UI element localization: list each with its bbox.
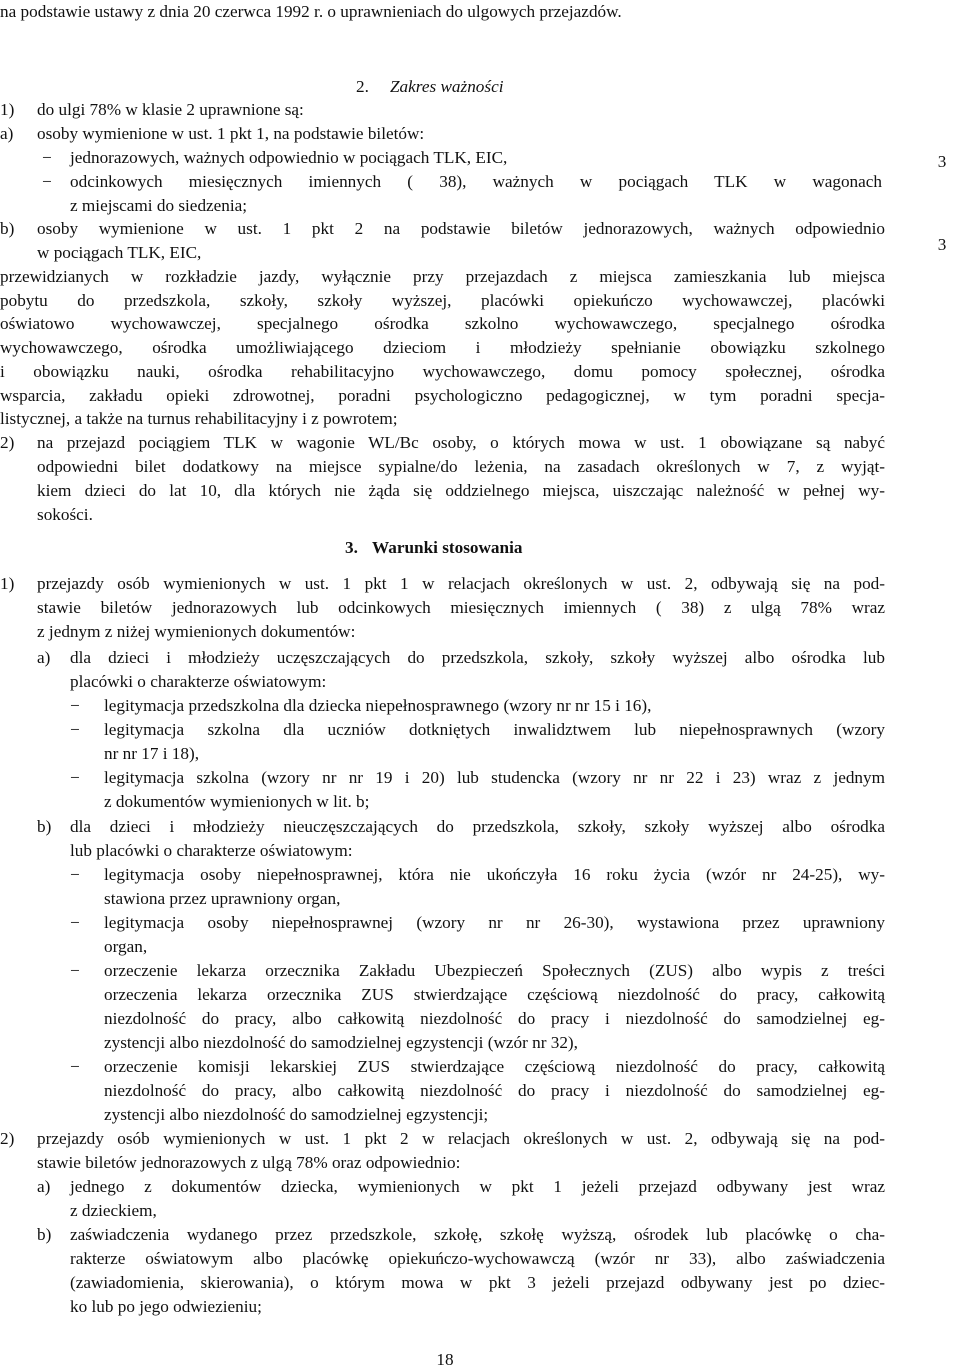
s2-b-line2: w pociągach TLK, EIC, <box>37 243 202 262</box>
dash-bullet: − <box>70 961 80 980</box>
s3-b-line1: dla dzieci i młodzieży nieuczęszczających do przedszkola, szkoły, szkoły wyższej albo ośrodka <box>70 817 885 836</box>
s3-p1-line1: przejazdy osób wymienionych w ust. 1 pkt 1 w relacjach określonych w ust. 2, odbywają się na pod- <box>37 574 885 593</box>
s3-p2-line1: przejazdy osób wymienionych w ust. 1 pkt 2 w relacjach określonych w ust. 2, odbywają się na pod- <box>37 1129 885 1148</box>
dash-bullet: − <box>42 148 52 167</box>
s2-p2-label: 2) <box>0 433 15 452</box>
dash-bullet: − <box>70 913 80 932</box>
header-line: na podstawie ustawy z dnia 20 czerwca 1992 r. o uprawnieniach do ulgowych przejazdów. <box>0 2 622 21</box>
dash-bullet: − <box>70 720 80 739</box>
section-3-title: Warunki stosowania <box>372 538 523 557</box>
s3-p2b-line2: rakterze oświatowym albo placówkę opiekuńczo-wychowawczą (wzór nr 33), albo zaświadczenia <box>70 1249 885 1268</box>
s3-a-line1: dla dzieci i młodzieży uczęszczających do przedszkola, szkoły, szkoły wyższej albo ośrodka lub <box>70 648 885 667</box>
s2-p2-line4: sokości. <box>37 505 93 524</box>
s3-b-line2: lub placówki o charakterze oświatowym: <box>70 841 353 860</box>
s2-cont-line7: listycznej, a także na turnus rehabilitacyjny i z powrotem; <box>0 409 398 428</box>
s3-a-label: a) <box>37 648 51 667</box>
dash-bullet: − <box>70 696 80 715</box>
s3-p2b-label: b) <box>37 1225 52 1244</box>
s3-a-dash3-line2: z dokumentów wymienionych w lit. b; <box>104 792 370 811</box>
s3-p2-label: 2) <box>0 1129 15 1148</box>
s3-p2b-line3: (zawiadomienia, skierowania), o którym mowa w pkt 3 jeżeli przejazd odbywany jest po dziec- <box>70 1273 885 1292</box>
s3-b-dash4-line1: orzeczenie komisji lekarskiej ZUS stwierdzające częściową niezdolność do pracy, całkowitą <box>104 1057 885 1076</box>
s2-cont-line1: przewidzianych w rozkładzie jazdy, wyłącznie przy przejazdach z miejsca zamieszkania lub miejsca <box>0 267 885 286</box>
s3-p2a-label: a) <box>37 1177 51 1196</box>
s3-a-dash3-line1: legitymacja szkolna (wzory nr nr 19 i 20) lub studencka (wzory nr nr 22 i 23) wraz z jednym <box>104 768 885 787</box>
s3-b-dash1-line2: stawiona przez uprawniony organ, <box>104 889 341 908</box>
s2-p1-label: 1) <box>0 100 15 119</box>
dash-bullet: − <box>70 1057 80 1076</box>
s2-cont-line3: oświatowo wychowawczej, specjalnego ośrodka szkolno wychowawczego, specjalnego ośrodka <box>0 314 885 333</box>
s2-cont-line2: pobytu do przedszkola, szkoły, szkoły wyższej, placówki opiekuńczo wychowawczej, placówki <box>0 291 885 310</box>
s2-p2-line3: kiem dzieci do lat 10, dla których nie żąda się oddzielnego miejsca, uiszczając należność w pełnej wy- <box>37 481 885 500</box>
s2-a-label: a) <box>0 124 14 143</box>
s2-b-label: b) <box>0 219 15 238</box>
dash-bullet: − <box>42 172 52 191</box>
s3-b-dash4-line2: niezdolność do pracy, albo całkowitą niezdolność do pracy i niezdolność do samodzielnej eg- <box>104 1081 885 1100</box>
s2-p2-line2: odpowiedni bilet dodatkowy na miejsce sypialne/do leżenia, na zasadach określonych w 7, z wyjąt- <box>37 457 885 476</box>
s3-p1-line2: stawie biletów jednorazowych lub odcinkowych miesięcznych imiennych ( 38) z ulgą 78% wraz <box>37 598 885 617</box>
s3-b-label: b) <box>37 817 52 836</box>
section-2-number: 2. <box>356 77 369 96</box>
s3-b-dash2-line1: legitymacja osoby niepełnosprawnej (wzory nr nr 26-30), wystawiona przez uprawniony <box>104 913 885 932</box>
s3-b-dash3-line3: niezdolność do pracy, albo całkowitą niezdolność do pracy i niezdolność do samodzielnej eg- <box>104 1009 885 1028</box>
s3-b-dash3-line4: zystencji albo niezdolność do samodzielnej egzystencji (wzór nr 32), <box>104 1033 578 1052</box>
margin-number: 3 <box>937 235 947 254</box>
s3-b-dash1-line1: legitymacja osoby niepełnosprawnej, która nie ukończyła 16 roku życia (wzór nr 24-25), wy- <box>104 865 885 884</box>
s3-p1-line3: z jednym z niżej wymienionych dokumentów: <box>37 622 356 641</box>
margin-number: 3 <box>937 152 947 171</box>
s2-b-line1: osoby wymienione w ust. 1 pkt 2 na podstawie biletów jednorazowych, ważnych odpowiednio <box>37 219 885 238</box>
s3-b-dash3-line1: orzeczenie lekarza orzecznika Zakładu Ubezpieczeń Społecznych (ZUS) albo wypis z treści <box>104 961 885 980</box>
s2-a-dash2-line2: z miejscami do siedzenia; <box>70 196 248 215</box>
s3-a-dash2-line1: legitymacja szkolna dla uczniów dotkniętych inwalidztwem lub niepełnosprawnych (wzory <box>104 720 885 739</box>
s2-cont-line4: wychowawczego, ośrodka umożliwiającego dzieciom i młodzieży spełnianie obowiązku szkolnego <box>0 338 885 357</box>
s3-p2a-line1: jednego z dokumentów dziecka, wymienionych w pkt 1 jeżeli przejazd odbywany jest wraz <box>70 1177 885 1196</box>
s2-p2-line1: na przejazd pociągiem TLK w wagonie WL/Bc osoby, o których mowa w ust. 1 obowiązane są nabyć <box>37 433 885 452</box>
section-2-title: Zakres ważności <box>390 77 504 96</box>
s3-p2b-line4: ko lub po jego odwiezieniu; <box>70 1297 262 1316</box>
s2-cont-line6: wsparcia, zakładu opieki zdrowotnej, poradni psychologiczno pedagogicznej, w tym poradni specja- <box>0 386 885 405</box>
page-number: 18 <box>436 1350 454 1369</box>
s3-a-dash2-line2: nr nr 17 i 18), <box>104 744 199 763</box>
s3-p2a-line2: z dzieckiem, <box>70 1201 157 1220</box>
s3-p2-line2: stawie biletów jednorazowych z ulgą 78% oraz odpowiednio: <box>37 1153 461 1172</box>
s3-b-dash2-line2: organ, <box>104 937 148 956</box>
s3-p2b-line1: zaświadczenia wydanego przez przedszkole, szkołę, szkołę wyższą, ośrodek lub placówkę o cha- <box>70 1225 885 1244</box>
dash-bullet: − <box>70 865 80 884</box>
s3-b-dash3-line2: orzeczenia lekarza orzecznika ZUS stwierdzające częściową niezdolność do pracy, całkowitą <box>104 985 885 1004</box>
s3-p1-label: 1) <box>0 574 15 593</box>
s2-cont-line5: i obowiązku nauki, ośrodka rehabilitacyjno wychowawczego, domu pomocy społecznej, ośrodka <box>0 362 885 381</box>
dash-bullet: − <box>70 768 80 787</box>
s2-a-text: osoby wymienione w ust. 1 pkt 1, na podstawie biletów: <box>37 124 425 143</box>
s3-b-dash4-line3: zystencji albo niezdolność do samodzielnej egzystencji; <box>104 1105 489 1124</box>
section-3-number: 3. <box>345 538 358 557</box>
s2-p1-text: do ulgi 78% w klasie 2 uprawnione są: <box>37 100 304 119</box>
s3-a-dash1: legitymacja przedszkolna dla dziecka niepełnosprawnego (wzory nr nr 15 i 16), <box>104 696 652 715</box>
s2-a-dash2-line1: odcinkowych miesięcznych imiennych ( 38), ważnych w pociągach TLK w wagonach <box>70 172 882 191</box>
s2-a-dash1: jednorazowych, ważnych odpowiednio w pociągach TLK, EIC, <box>70 148 508 167</box>
s3-a-line2: placówki o charakterze oświatowym: <box>70 672 327 691</box>
